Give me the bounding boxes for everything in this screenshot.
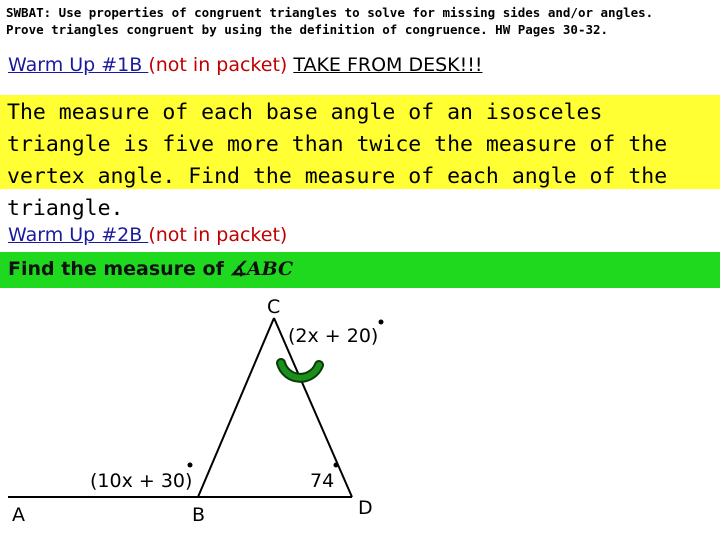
problem-2-angle-label: ∡ABC [229, 258, 294, 280]
warmup-2-title: Warm Up #2B [8, 224, 149, 246]
vertex-label-a: A [12, 504, 25, 526]
warmup-2-heading [8, 224, 287, 246]
vertex-label-d: D [358, 497, 373, 519]
warmup-1-note: (not in packet) [148, 54, 288, 76]
problem-2-prompt [8, 258, 293, 280]
swbat-objective [6, 4, 716, 38]
vertex-label-c: C [267, 296, 281, 318]
warmup-2-note: (not in packet) [148, 224, 288, 246]
swbat-line-2: Prove triangles congruent by using the definition of congruence. HW Pages 30-32. [6, 22, 609, 37]
degree-mark-c [379, 320, 384, 325]
swbat-line-1: SWBAT: Use properties of congruent triangles to solve for missing sides and/or angles. [6, 5, 654, 20]
problem-1-text: The measure of each base angle of an isosceles triangle is five more than twice the measure of the vertex angle. Find the measure of each angle of the triangle. [7, 100, 668, 221]
vertex-label-b: B [192, 504, 206, 526]
degree-mark-b [188, 463, 193, 468]
warmup-1-instruction: TAKE FROM DESK!!! [293, 54, 483, 76]
degree-mark-d [334, 463, 339, 468]
side-cb [198, 318, 274, 497]
triangle-diagram [0, 288, 720, 540]
problem-2-prompt-text: Find the measure of [8, 258, 224, 280]
warmup-1-title: Warm Up #1B [8, 54, 149, 76]
angle-c-expression: (2x + 20) [288, 325, 379, 347]
angle-b-expression: (10x + 30) [90, 470, 193, 492]
warmup-1-heading [8, 54, 482, 76]
angle-d-value: 74 [310, 470, 335, 492]
